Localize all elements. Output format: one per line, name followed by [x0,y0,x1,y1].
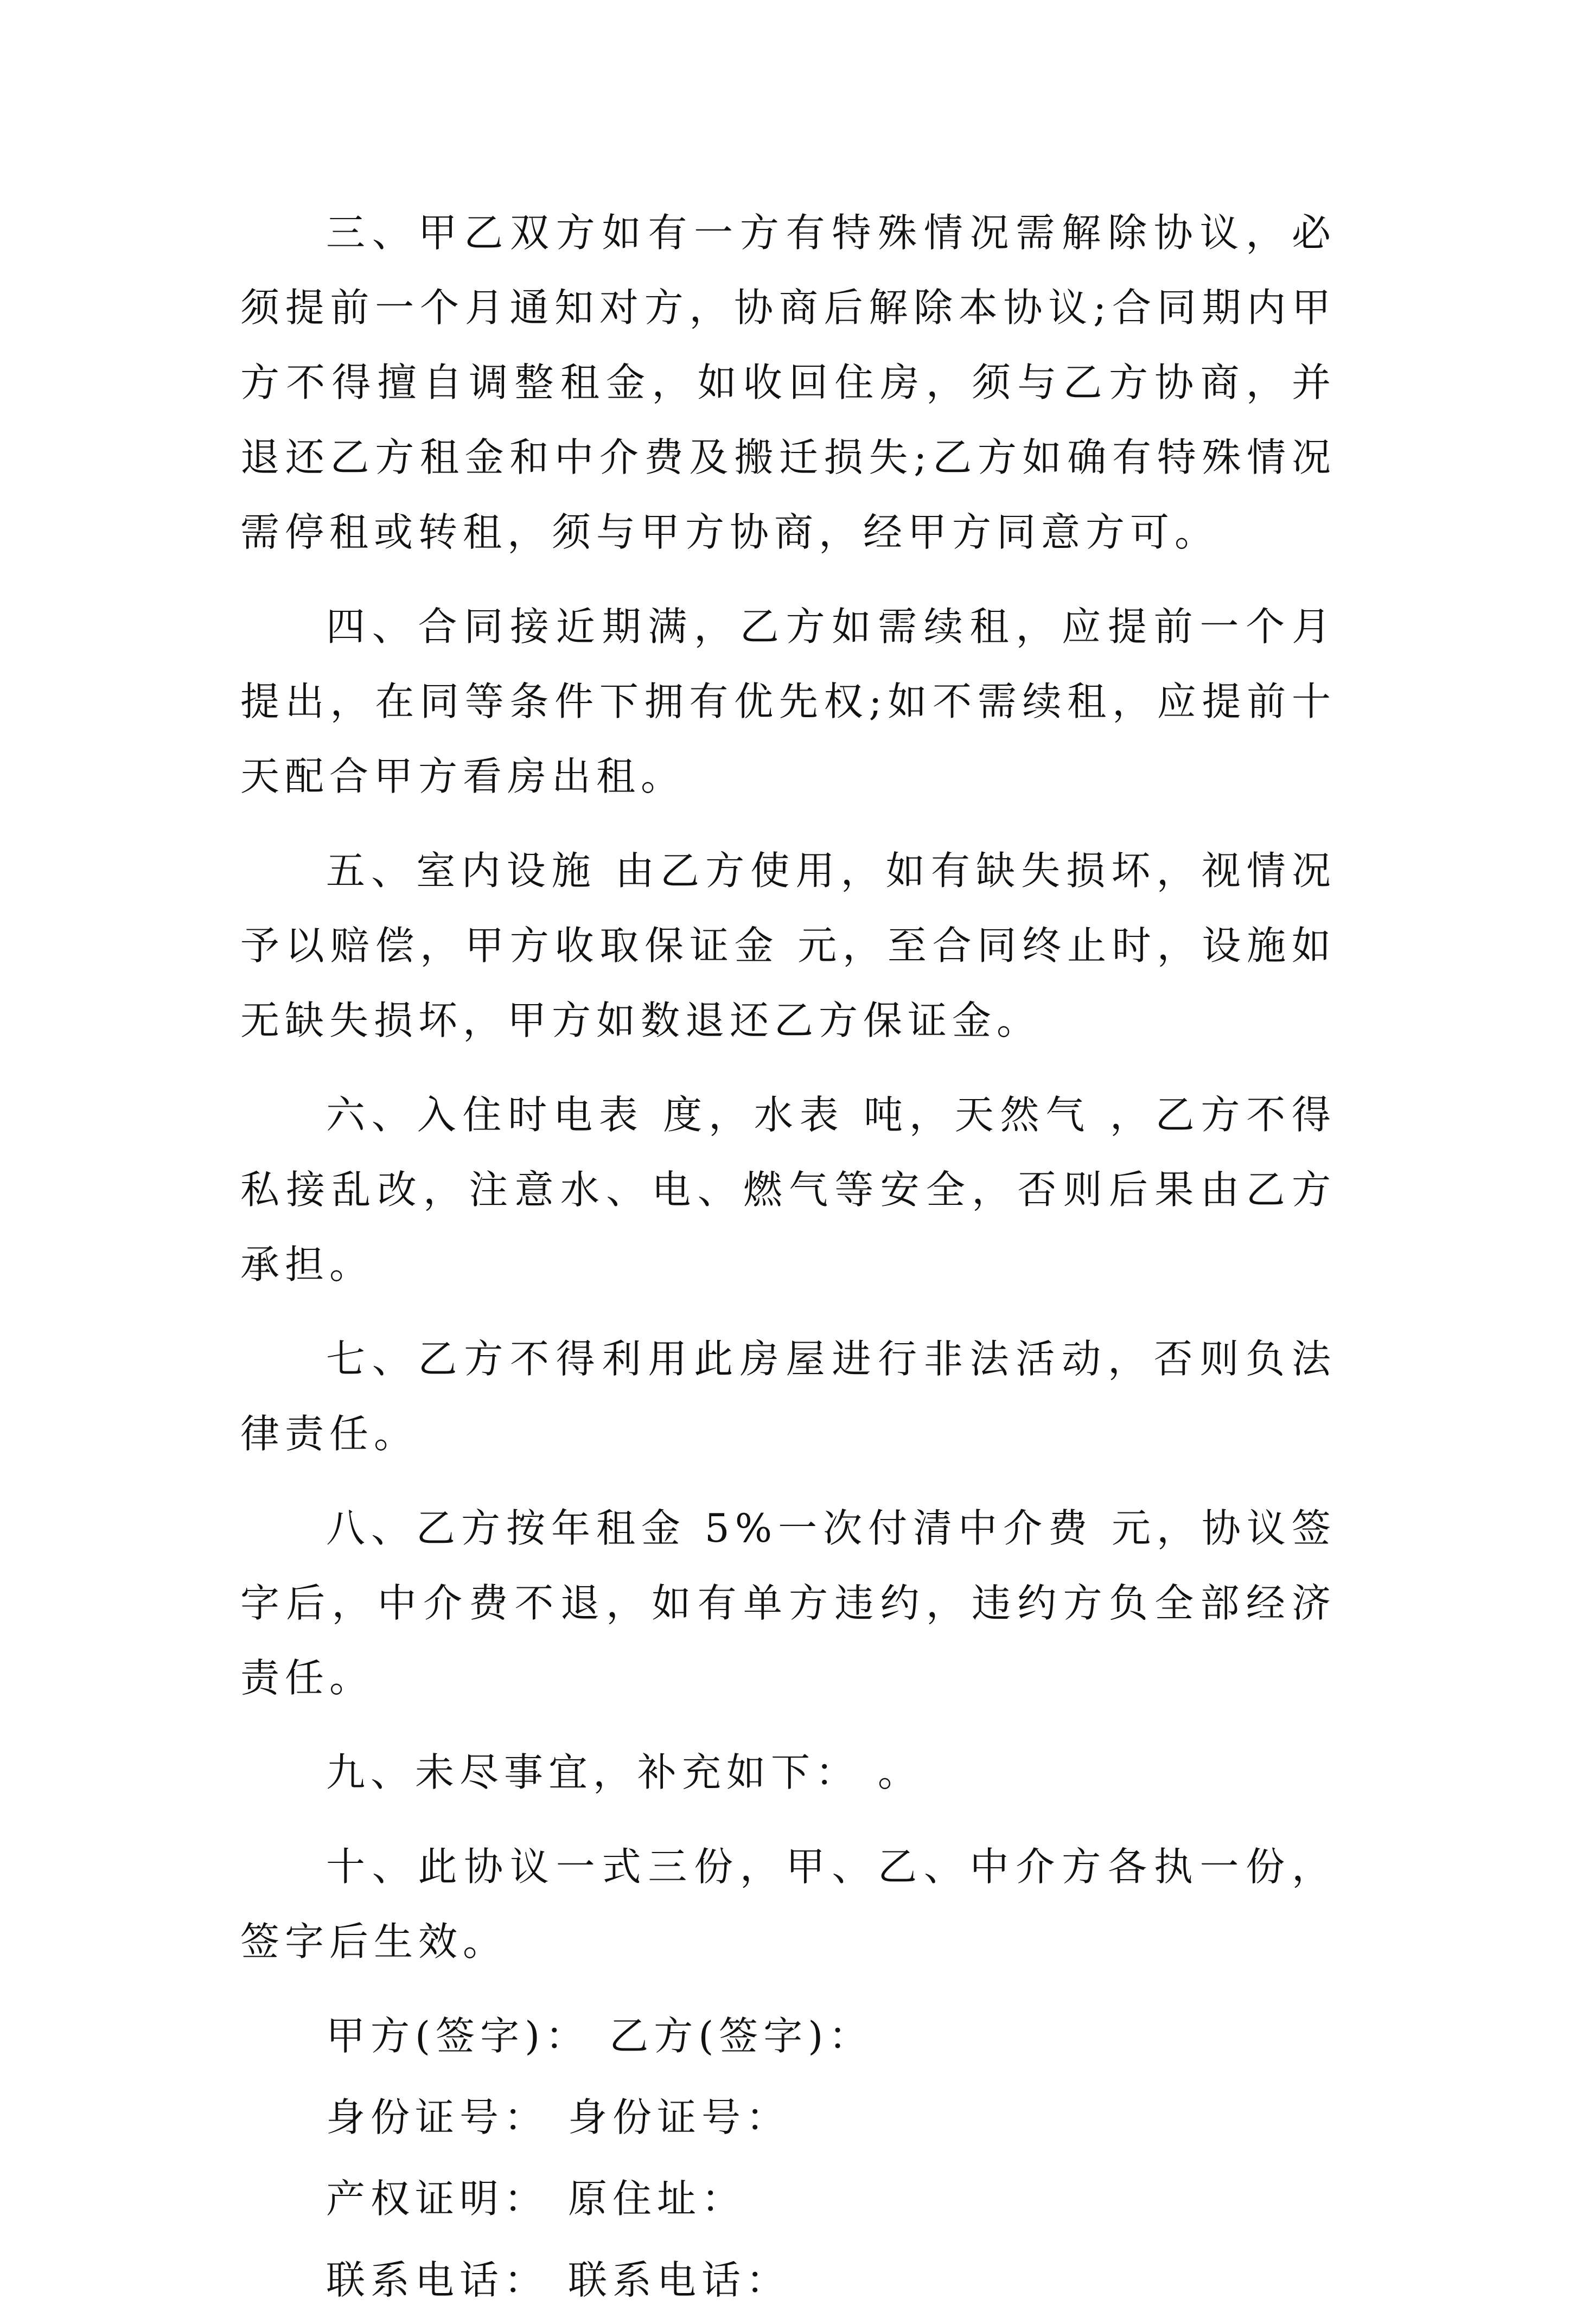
document-page [240,195,1336,2324]
party-b-phone-label: 联系电话： [568,2257,791,2303]
id-number-row [240,2080,1336,2155]
signature-block [240,1999,1336,2317]
clause-7: 七、乙方不得利用此房屋进行非法活动，否则负法律责任。 [240,1336,1336,1457]
party-a-phone-label: 联系电话： [326,2257,549,2303]
clause-4: 四、合同接近期满，乙方如需续租，应提前一个月提出，在同等条件下拥有优先权;如不需续租，应提前十天配合甲方看房出租。 [240,604,1336,799]
clause-9: 九、未尽事宜，补充如下： 。 [326,1750,922,1795]
signature-row [240,1999,1336,2073]
property-address-row [240,2161,1336,2236]
party-b-id-label: 身份证号： [568,2095,791,2140]
clause-5: 五、室内设施 由乙方使用，如有缺失损坏，视情况予以赔偿，甲方收取保证金 元，至合同终止时，设施如无缺失损坏，甲方如数退还乙方保证金。 [240,848,1336,1043]
phone-row [240,2243,1336,2317]
clause-3: 三、甲乙双方如有一方有特殊情况需解除协议，必须提前一个月通知对方，协商后解除本协议;合同期内甲方不得擅自调整租金，如收回住房，须与乙方协商，并退还乙方租金和中介费及搬迁损失;乙方如确有特殊情况需停租或转租，须与甲方协商，经甲方同意方可。 [240,210,1336,555]
property-cert-label: 产权证明： [326,2176,549,2221]
clause-6: 六、入住时电表 度，水表 吨，天然气 ，乙方不得私接乱改，注意水、电、燃气等安全，否则后果由乙方承担。 [240,1092,1336,1287]
party-b-sign-label: 乙方(签字)： [609,2013,873,2059]
party-a-sign-label: 甲方(签字)： [326,2013,590,2059]
original-address-label: 原住址： [568,2176,746,2221]
clause-10: 十、此协议一式三份，甲、乙、中介方各执一份，签字后生效。 [240,1844,1336,1964]
party-a-id-label: 身份证号： [326,2095,549,2140]
clause-8: 八、乙方按年租金 5%一次付清中介费 元，协议签字后，中介费不退，如有单方违约，违约方负全部经济责任。 [240,1505,1336,1701]
